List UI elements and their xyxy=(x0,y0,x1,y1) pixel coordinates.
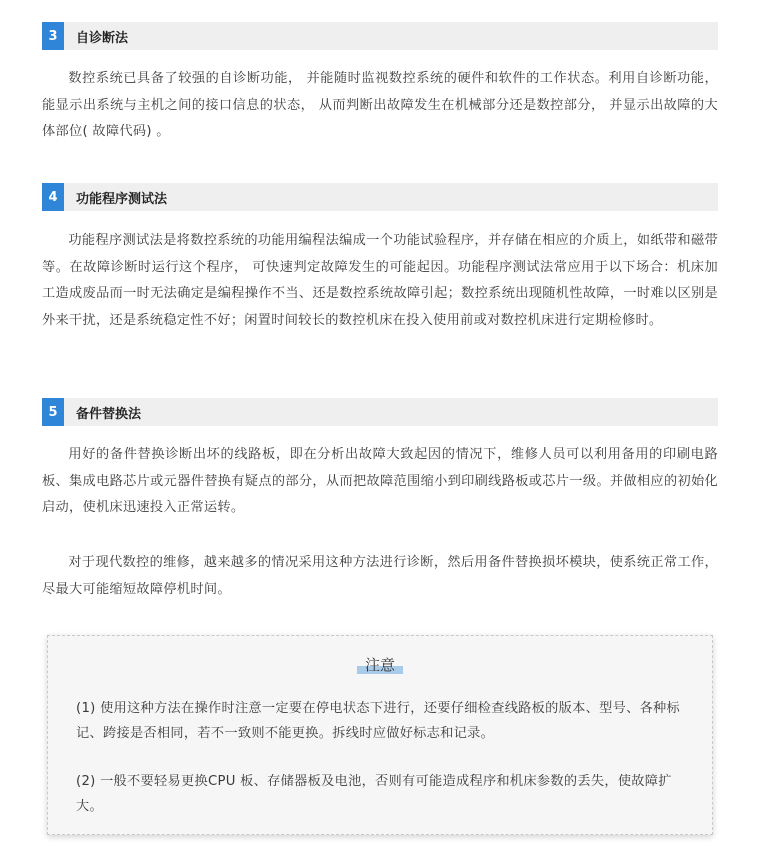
note-title xyxy=(48,656,712,674)
section-number: 5 xyxy=(42,398,64,426)
note-item: (1) 使用这种方法在操作时注意一定要在停电状态下进行，还要仔细检查线路板的版本、型号、各种标记、跨接是否相同，若不一致则不能更换。拆线时应做好标志和记录。 xyxy=(76,701,681,741)
section-header-3 xyxy=(42,22,718,50)
section-header-4 xyxy=(42,183,718,211)
section-paragraph: 数控系统已具备了较强的自诊断功能， 并能随时监视数控系统的硬件和软件的工作状态。利用自诊断功能，能显示出系统与主机之间的接口信息的状态， 从而判断出故障发生在机械部分还是数控部分， 并显示出故障的大体部位( 故障代码) 。 xyxy=(42,71,718,139)
section-title: 自诊断法 xyxy=(76,30,129,46)
section-paragraph: 功能程序测试法是将数控系统的功能用编程法编成一个功能试验程序，并存储在相应的介质上，如纸带和磁带等。在故障诊断时运行这个程序， 可快速判定故障发生的可能起因。功能程序测试法常应用于以下场合：机床加工造成废品而一时无法确定是编程操作不当、还是数控系统故障引起；数控系统出现随机性故障，一时难以区别是外来干扰，还是系统稳定性不好；闲置时间较长的数控机床在投入使用前或对数控机床进行定期检修时。 xyxy=(42,233,718,328)
section-header-5 xyxy=(42,398,718,426)
section-number: 4 xyxy=(42,183,64,211)
note-box xyxy=(47,635,713,835)
section-paragraph: 对于现代数控的维修，越来越多的情况采用这种方法进行诊断，然后用备件替换损坏模块，使系统正常工作，尽最大可能缩短故障停机时间。 xyxy=(42,555,718,597)
section-number: 3 xyxy=(42,22,64,50)
note-title-text: 注意 xyxy=(357,656,403,674)
section-paragraph: 用好的备件替换诊断出坏的线路板，即在分析出故障大致起因的情况下，维修人员可以利用备用的印刷电路板、集成电路芯片或元器件替换有疑点的部分，从而把故障范围缩小到印刷线路板或芯片一级。并做相应的初始化启动，使机床迅速投入正常运转。 xyxy=(42,447,718,515)
section-title: 备件替换法 xyxy=(76,406,142,422)
section-title: 功能程序测试法 xyxy=(76,191,168,207)
note-item: (2) 一般不要轻易更换CPU 板、存储器板及电池，否则有可能造成程序和机床参数的丢失，使故障扩大。 xyxy=(76,774,672,814)
